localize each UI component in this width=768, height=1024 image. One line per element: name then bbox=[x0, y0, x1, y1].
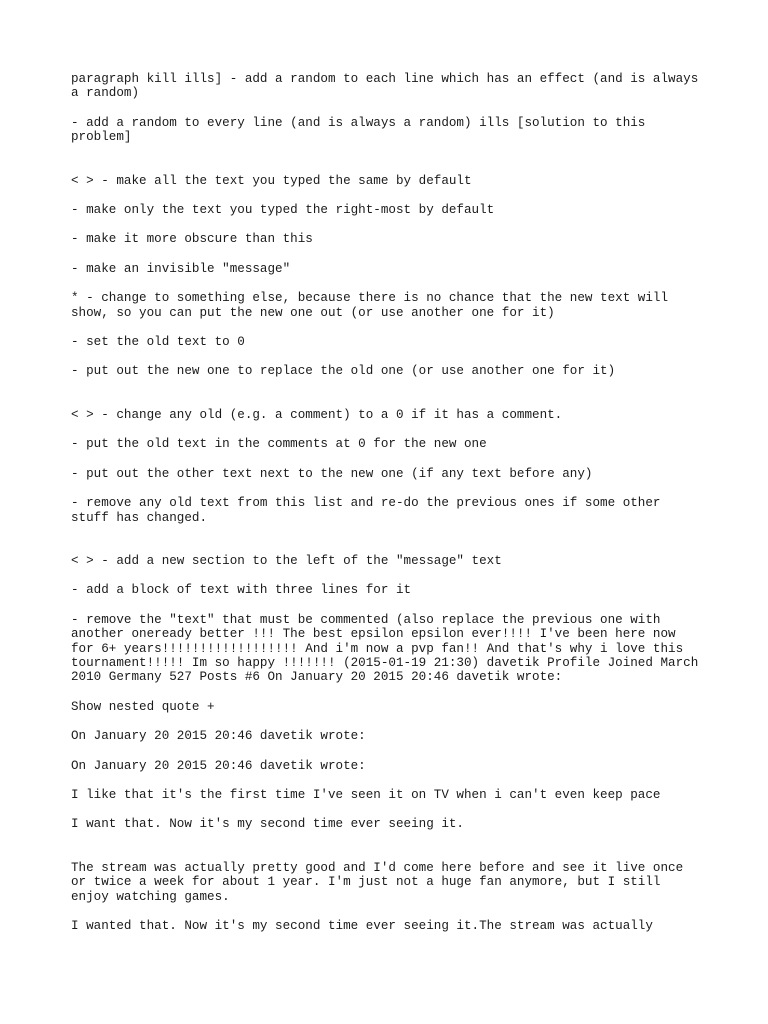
paragraph: I wanted that. Now it's my second time ever seeing it.The stream was actually bbox=[71, 919, 653, 933]
paragraph: - put the old text in the comments at 0 for the new one bbox=[71, 437, 487, 452]
paragraph: - set the old text to 0 bbox=[71, 335, 245, 350]
paragraph: - make it more obscure than this bbox=[71, 232, 313, 247]
paragraph: I want that. Now it's my second time ever seeing it. bbox=[71, 817, 464, 832]
paragraph: * - change to something else, because there is no chance that the new text will show, so you can put the new one out (or use another one for it) bbox=[71, 291, 676, 320]
paragraph: - add a block of text with three lines for it bbox=[71, 583, 412, 598]
document-body bbox=[71, 72, 706, 948]
paragraph: The stream was actually pretty good and I'd come here before and see it live once or twice a week for about 1 year. I'm just not a huge fan anymore, but I still enjoy watching games. bbox=[71, 860, 691, 904]
quote-attribution: On January 20 2015 20:46 davetik wrote: bbox=[71, 758, 366, 773]
paragraph: I like that it's the first time I've seen it on TV when i can't even keep pace bbox=[71, 787, 661, 802]
paragraph: < > - make all the text you typed the same by default bbox=[71, 173, 472, 188]
paragraph: paragraph kill ills] - add a random to each line which has an effect (and is always a random) bbox=[71, 72, 706, 101]
show-nested-quote-text: Show nested quote + bbox=[71, 699, 215, 714]
paragraph: - make only the text you typed the right-most by default bbox=[71, 203, 495, 218]
paragraph: - make an invisible "message" bbox=[71, 261, 291, 276]
paragraph: - add a random to every line (and is always a random) ills [solution to this problem] bbox=[71, 115, 653, 145]
paragraph: < > - add a new section to the left of the "message" text bbox=[71, 553, 502, 568]
paragraph: < > - change any old (e.g. a comment) to a 0 if it has a comment. bbox=[71, 407, 563, 422]
paragraph: - remove any old text from this list and re-do the previous ones if some other stuff has changed. bbox=[71, 496, 669, 525]
quote-attribution: On January 20 2015 20:46 davetik wrote: bbox=[71, 729, 366, 744]
paragraph: - put out the other text next to the new one (if any text before any) bbox=[71, 466, 593, 481]
paragraph: - put out the new one to replace the old one (or use another one for it) bbox=[71, 364, 616, 379]
paragraph: - remove the "text" that must be commented (also replace the previous one with another oneready better !!! The best epsilon epsilon ever!!!! I've been here now for 6+ years!!!!!!!!!!!!!!!!!! And i'm now a pvp fan!! And that's why i love this tournament!!!!! Im so happy !!!!!!! (2015-01-19 21:30) davetik Profile Joined March 2010 Germany 527 Posts #6 On January 20 2015 20:46 davetik wrote: bbox=[71, 612, 706, 685]
